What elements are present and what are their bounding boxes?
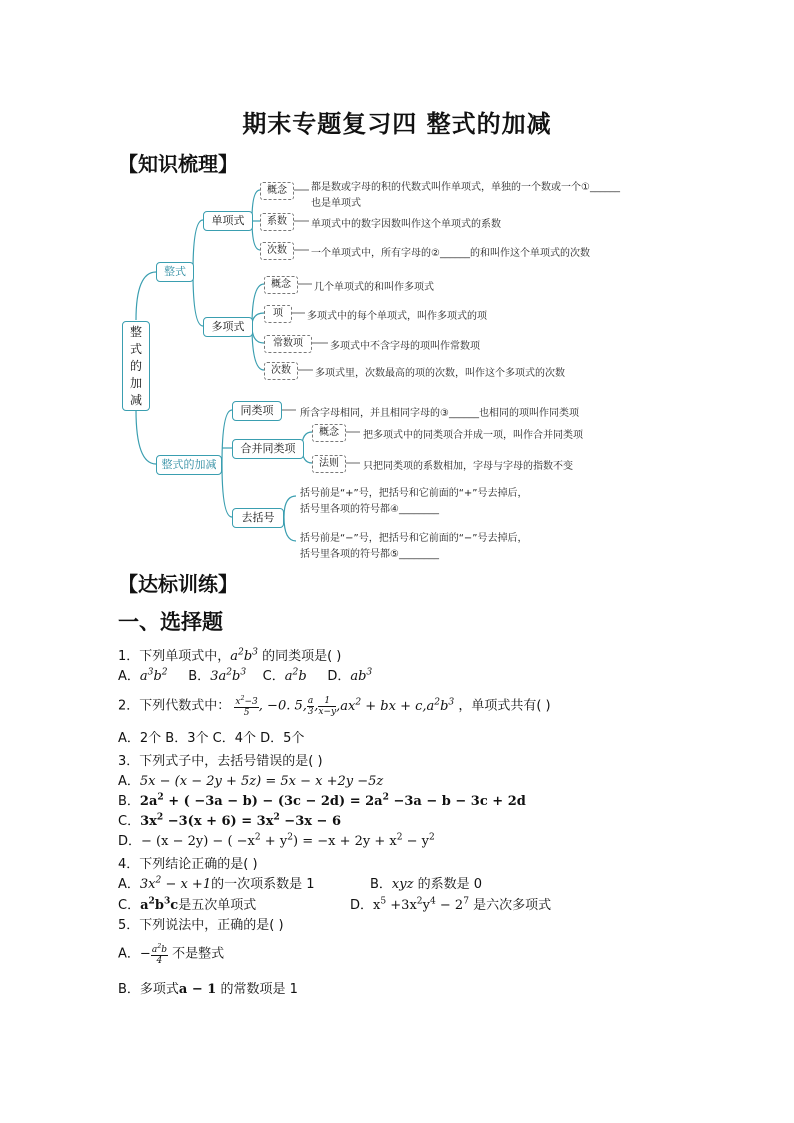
question-1-options: A．$a^3b^2$ B．$3a^2b^3$ C．$a^2b$ D．$ab^3$ [118,667,373,684]
question-3: 3．下列式子中，去括号错误的是( ) [118,754,323,769]
mindmap-root: 整式的加减 [122,321,150,411]
question-2: 2．下列代数式中： $\frac{x^2-3}{5}$ , −0. 5, $\frac{a}{3}$ , $\frac{1}{x-y}$ $,ax^2$ + bx + $c,a^2b^3$ ，单项式共有( ) [118,695,551,718]
question-3-option-a: A．5x − (x − 2y + 5z) = 5x − x +2y −5z [118,774,384,789]
section-training: 【达标训练】 [118,572,238,596]
mindmap-remove-brackets: 去括号 [232,508,284,528]
tag-monomial-concept: 概念 [260,182,294,200]
polynomial-const-text: 多项式中不含字母的项叫作常数项 [330,341,480,352]
mindmap-monomial: 单项式 [203,211,253,231]
question-5-option-b: B．多项式a − 1 的常数项是 1 [118,982,298,997]
mindmap-branch-polynomial-expr: 整式 [156,262,194,282]
mindmap-polynomial: 多项式 [203,317,253,337]
brackets-minus-line1: 括号前是“−”号，把括号和它前面的“−”号去掉后， [300,533,528,544]
question-3-option-c: C．$3x^2 -3(x + 6) = 3x^2 -3x - 6$ [118,811,341,829]
question-4-option-d: D．$x^5 +3x^2y^4 - 2^7$ 是六次多项式 [350,896,552,913]
tag-polynomial-term: 项 [264,305,292,323]
tag-combine-rule: 法则 [312,455,346,473]
tag-polynomial-constant: 常数项 [264,335,312,353]
question-2-options: A．2个 B．3个 C．4个 D．5个 [118,731,305,746]
tag-monomial-degree: 次数 [260,242,294,260]
monomial-concept-text: 都是数或字母的积的代数式叫作单项式，单独的一个数或一个①______ [311,182,620,193]
page-title: 期末专题复习四 整式的加减 [242,110,552,138]
question-1: 1．下列单项式中，$a^2b^3$ 的同类项是( ) [118,647,342,664]
tag-combine-concept: 概念 [312,424,346,442]
brackets-minus-line2: 括号里各项的符号都⑤________ [300,549,439,560]
brackets-plus-line2: 括号里各项的符号都④________ [300,504,439,515]
question-5-option-a: A．− $\frac{a^2b}{4}$ 不是整式 [118,943,225,966]
section-knowledge: 【知识梳理】 [118,152,238,176]
tag-monomial-coefficient: 系数 [260,213,294,231]
monomial-coef-text: 单项式中的数字因数叫作这个单项式的系数 [311,219,501,230]
combine-concept-text: 把多项式中的同类项合并成一项，叫作合并同类项 [363,430,583,441]
question-3-option-d: D．− (x − 2y) − ( $-x^2 + y^2) = -x + 2y + x^2 - y^2$ [118,832,435,849]
brackets-plus-line1: 括号前是“+”号，把括号和它前面的“+”号去掉后， [300,488,528,499]
section-choice: 一、选择题 [118,610,223,634]
polynomial-degree-text: 多项式里，次数最高的项的次数，叫作这个多项式的次数 [315,368,565,379]
question-4-option-b: B．xyz 的系数是 0 [370,877,482,892]
mindmap-combine-like-terms: 合并同类项 [232,439,304,459]
combine-rule-text: 只把同类项的系数相加，字母与字母的指数不变 [363,461,573,472]
tag-polynomial-degree: 次数 [264,362,298,380]
tag-polynomial-concept: 概念 [264,276,298,294]
polynomial-concept-text: 几个单项式的和叫作多项式 [314,282,434,293]
question-4-option-c: C．$a^2b^3c$是五次单项式 [118,895,257,913]
mindmap-branch-add-sub: 整式的加减 [156,455,222,475]
question-5: 5．下列说法中，正确的是( ) [118,918,284,933]
mindmap-like-terms: 同类项 [232,401,282,421]
question-4: 4．下列结论正确的是( ) [118,857,258,872]
question-4-option-a: A．$3x^2 - x +1$的一次项系数是 1 [118,875,315,892]
question-3-option-b: B．$2a^2$ + ( $-3a - b) - (3c - 2d) = 2a^2 -3a - b - 3c + 2d$ [118,791,526,809]
polynomial-term-text: 多项式中的每个单项式，叫作多项式的项 [307,311,487,322]
like-terms-text: 所含字母相同，并且相同字母的③______也相同的项叫作同类项 [300,408,579,419]
monomial-degree-text: 一个单项式中，所有字母的②______的和叫作这个单项式的次数 [311,248,590,259]
monomial-concept-text2: 也是单项式 [311,198,361,209]
